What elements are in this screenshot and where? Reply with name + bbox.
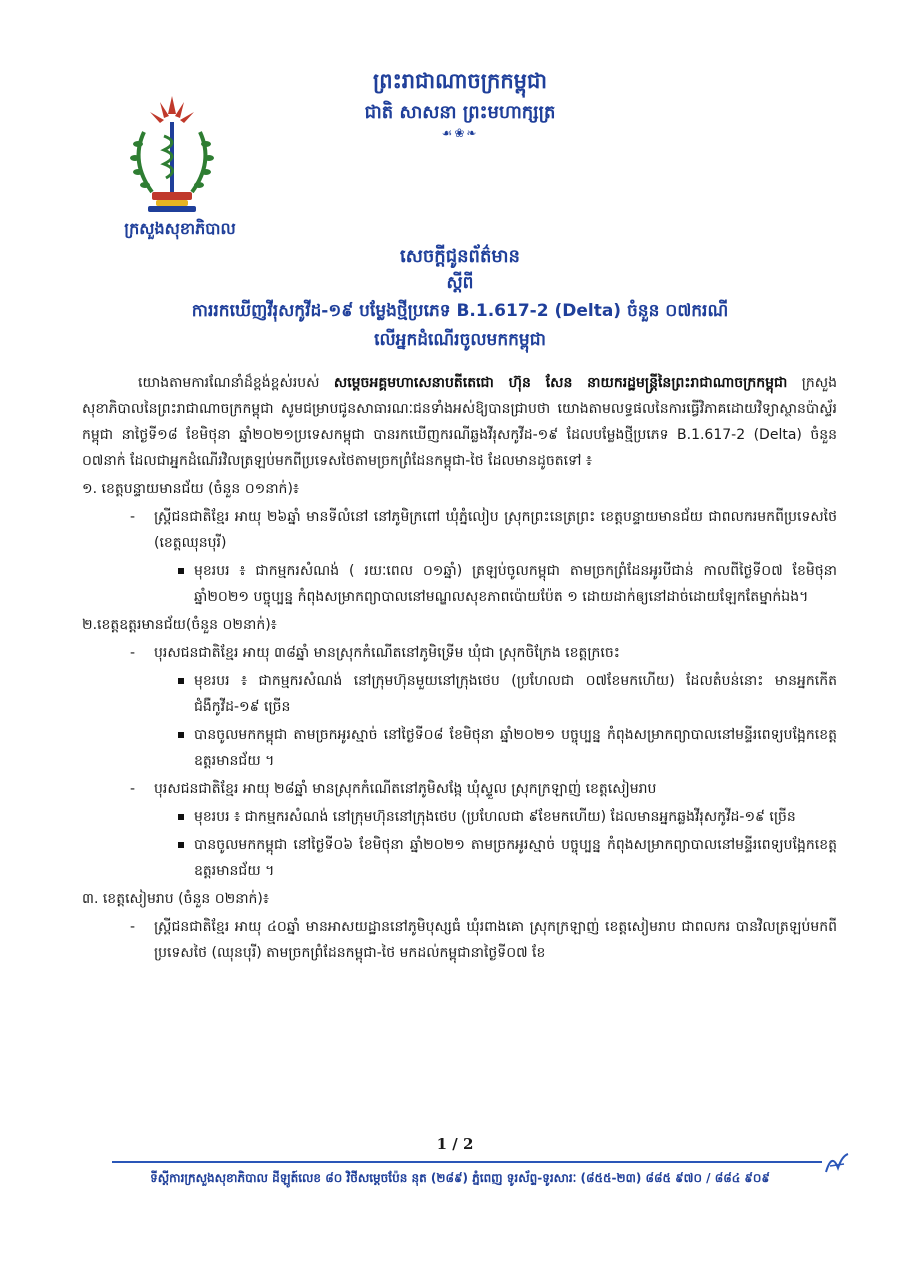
square-bullet-icon [178, 568, 184, 574]
title-line-subject: ការរកឃើញវីរុសកូវីដ-១៩ បម្លែងថ្មីប្រភេទ B.1.617-2 (Delta) ចំនួន ០៧ករណី [191, 301, 729, 321]
section-heading: ១. ខេត្តបន្ទាយមានជ័យ (ចំនួន ០១នាក់)៖ [82, 481, 300, 497]
footer-address: ទីស្តីការក្រសួងសុខាភិបាល ដីឡូត៍លេខ ៨០ វិថីសម្ដេចប៉ែន នុត (២៨៩) ភ្នំពេញ ទូរស័ព្ទ-ទូរសារៈ (៨៥៥-២៣) ៨៨៥ ៩៧០ / ៨៨៤ ៩០៩ [150, 1171, 770, 1185]
square-bullet-icon [178, 842, 184, 848]
section-heading: ៣. ខេត្តសៀមរាប (ចំនួន ០២នាក់)៖ [82, 891, 270, 907]
case-detail-text: បានចូលមកកម្ពុជា តាមច្រកអូរស្មាច់ នៅថ្ងៃទី០៨ ខែមិថុនា ឆ្នាំ២០២១ បច្ចុប្បន្ន កំពុងសម្រាកព្យាបាលនៅមន្ទីរពេទ្យបង្អែកខេត្តឧត្ដរមានជ័យ ។ [194, 727, 837, 769]
ornament-icon: ☙❀❧ [441, 126, 479, 140]
case-item [82, 914, 837, 966]
case-detail-text: មុខរបរ ៖ ជាកម្មករសំណង់ ( រយៈពេល ០១ឆ្នាំ) ត្រឡប់ចូលកម្ពុជា តាមច្រកព្រំដែនអូរបីជាន់ កាលពីថ្ងៃទី០៧ ខែមិថុនា ឆ្នាំ២០២១ បច្ចុប្បន្ន កំពុងសម្រាកព្យាបាលនៅមណ្ឌលសុខភាពប៉ោយប៉ែត ១ ដោយដាក់ឲ្យនៅដាច់ដោយឡែកតែម្នាក់ឯង។ [194, 563, 837, 605]
case-text: បុរសជនជាតិខ្មែរ អាយុ ៣៨ឆ្នាំ មានស្រុកកំណើតនៅភូមិទ្រើម ឃុំជា ស្រុកចិក្រែង ខេត្តក្រចេះ [154, 645, 620, 661]
title-line-announcement: សេចក្ដីជូនព័ត៌មាន [400, 246, 520, 267]
dash-bullet: - [130, 781, 136, 797]
intro-bold: សម្ដេចអគ្គមហាសេនាបតីតេជោ ហ៊ុន សែន នាយករដ្ឋមន្ត្រីនៃព្រះរាជាណាចក្រកម្ពុជា [333, 375, 788, 391]
intro-paragraph [82, 370, 837, 474]
kingdom-heading: ព្រះរាជាណាចក្រកម្ពុជា [372, 68, 547, 93]
case-detail [82, 804, 837, 830]
ministry-name: ក្រសួងសុខាភិបាល [124, 219, 236, 238]
case-detail-text: មុខរបរ ៖ ជាកម្មករសំណង់ នៅក្រុមហ៊ុនមួយនៅក្រុងថេប (ប្រហែលជា ០៧ខែមកហើយ) ដែលតំបន់នោះ មានអ្នកកើតជំងឺកូវីដ-១៩ ច្រើន [194, 673, 837, 715]
case-item [82, 640, 837, 666]
case-detail [82, 558, 837, 610]
case-detail-text: បានចូលមកកម្ពុជា នៅថ្ងៃទី០៦ ខែមិថុនា ឆ្នាំ២០២១ តាមច្រកអូរស្មាច់ បច្ចុប្បន្ន កំពុងសម្រាកព្យាបាលនៅមន្ទីរពេទ្យបង្អែកខេត្តឧត្ដរមានជ័យ ។ [194, 837, 837, 879]
square-bullet-icon [178, 678, 184, 684]
national-motto: ជាតិ សាសនា ព្រះមហាក្សត្រ [364, 102, 556, 123]
title-line-subject-cont: លើអ្នកដំណើរចូលមកកម្ពុជា [374, 330, 546, 350]
case-text: ស្ត្រីជនជាតិខ្មែរ អាយុ ៤០ឆ្នាំ មានអាសយដ្ឋាននៅភូមិបុស្សធំ ឃុំរពាងគោ ស្រុកក្រឡាញ់ ខេត្តសៀមរាប ជាពលករ បានវិលត្រឡប់មកពីប្រទេសថៃ (ឈុនបុរី) តាមច្រកព្រំដែនកម្ពុជា-ថៃ មកដល់កម្ពុជានាថ្ងៃទី០៧ ខែ [154, 919, 837, 961]
section-3 [82, 886, 837, 966]
footer-divider [112, 1161, 822, 1163]
title-line-regarding: ស្ដីពី [446, 273, 474, 293]
section-heading: ២.ខេត្តឧត្ដរមានជ័យ(ចំនួន ០២នាក់)៖ [82, 617, 277, 633]
section-2 [82, 612, 837, 884]
square-bullet-icon [178, 732, 184, 738]
case-detail [82, 832, 837, 884]
dash-bullet: - [130, 645, 136, 661]
intro-post: ក្រសួងសុខាភិបាលនៃព្រះរាជាណាចក្រកម្ពុជា សូមជម្រាបជូនសាធារណៈជនទាំងអស់ឱ្យបានជ្រាបថា យោងតាមលទ្ធផលនៃការធ្វើវិភាគដោយវិទ្យាស្ថានប៉ាស្ទ័រកម្ពុជា នាថ្ងៃទី១៨ ខែមិថុនា ឆ្នាំ២០២១ប្រទេសកម្ពុជា បានរកឃើញករណីឆ្លងវីរុសកូវីដ-១៩ ដែលបម្លែងថ្មីប្រភេទ B.1.617-2 (Delta) ចំនួន ០៧នាក់ ដែលជាអ្នកដំណើរវិលត្រឡប់មកពីប្រទេសថៃតាមច្រកព្រំដែនកម្ពុជា-ថៃ ដែលមានដូចតទៅ ៖ [82, 375, 837, 469]
case-text: បុរសជនជាតិខ្មែរ អាយុ ២៨ឆ្នាំ មានស្រុកកំណើតនៅភូមិសង្កែ ឃុំស្ទួល ស្រុកក្រឡាញ់ ខេត្តសៀមរាប [154, 781, 657, 797]
case-text: ស្ត្រីជនជាតិខ្មែរ អាយុ ២៦ឆ្នាំ មានទីលំនៅ នៅភូមិក្រពៅ ឃុំភ្នំលៀប ស្រុកព្រះនេត្រព្រះ ខេត្តបន្ទាយមានជ័យ ជាពលករមកពីប្រទេសថៃ (ខេត្តឈុនបុរី) [154, 509, 837, 551]
ministry-emblem-icon [122, 92, 222, 220]
document-body [82, 370, 837, 968]
page-number: 1 / 2 [436, 1135, 474, 1153]
dash-bullet: - [130, 509, 136, 525]
case-item [82, 504, 837, 556]
case-item [82, 776, 837, 802]
case-detail [82, 722, 837, 774]
dash-bullet: - [130, 919, 136, 935]
case-detail-text: មុខរបរ ៖ ជាកម្មករសំណង់ នៅក្រុមហ៊ុននៅក្រុងថេប (ប្រហែលជា ៩ខែមកហើយ) ដែលមានអ្នកឆ្លងវីរុសកូវីដ-១៩ ច្រើន [194, 809, 796, 825]
intro-pre: យោងតាមការណែនាំដ៏ខ្ពង់ខ្ពស់របស់ [138, 375, 334, 391]
square-bullet-icon [178, 814, 184, 820]
signature-mark-icon [822, 1148, 852, 1178]
document-title [60, 244, 860, 354]
section-1 [82, 476, 837, 610]
case-detail [82, 668, 837, 720]
